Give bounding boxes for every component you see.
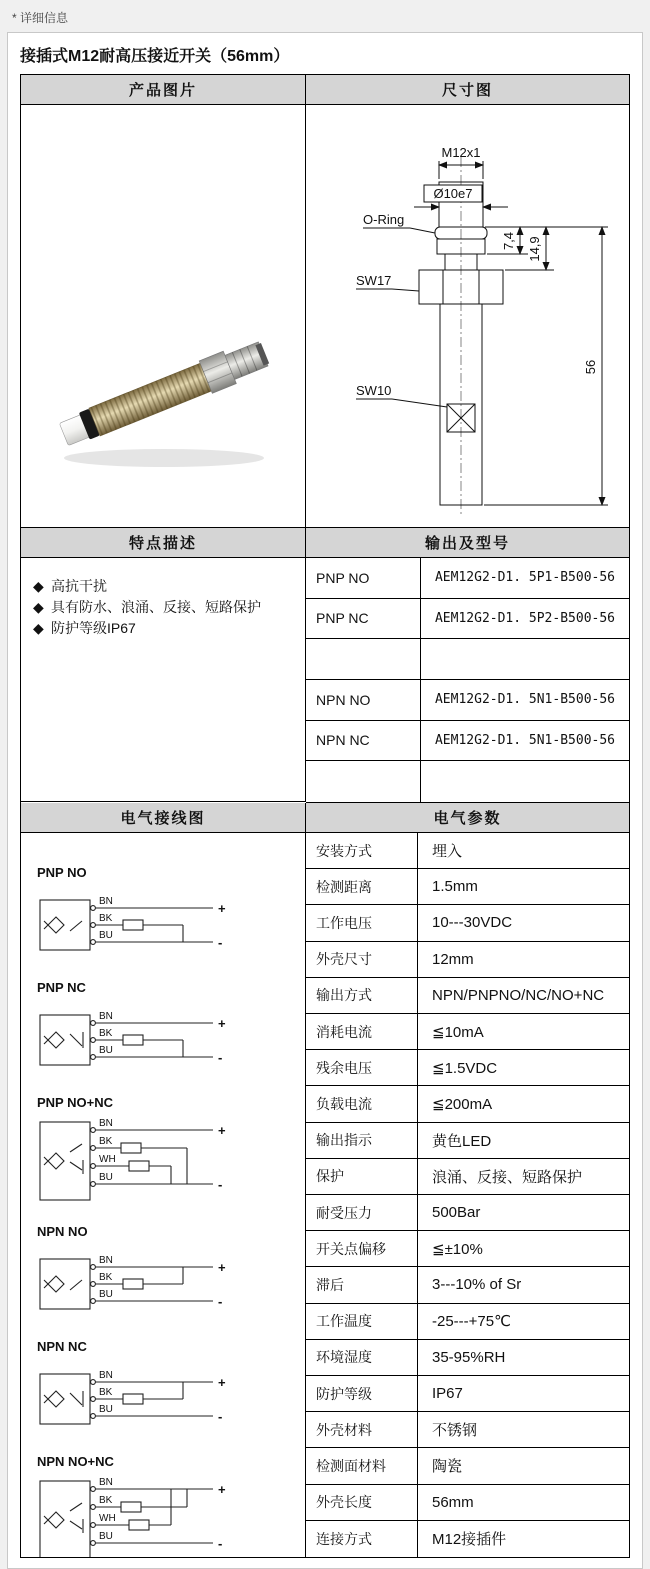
svg-text:+: +	[218, 1260, 226, 1275]
param-value: 12mm	[418, 942, 629, 978]
param-label: 连接方式	[306, 1521, 418, 1557]
dim-label-d10: Ø10e7	[433, 186, 473, 201]
dim-label-56: 56	[583, 359, 598, 375]
param-value: 埋入	[418, 833, 629, 869]
param-value: 黄色LED	[418, 1123, 629, 1159]
svg-text:WH: WH	[99, 1513, 116, 1524]
param-label: 外壳长度	[306, 1485, 418, 1521]
feature-item: ◆ 具有防水、浪涌、反接、短路保护	[33, 597, 297, 618]
section-header-wiring: 电气接线图	[21, 803, 306, 833]
param-value: ≦10mA	[418, 1014, 629, 1050]
wiring-block-npn-nonc	[37, 1454, 305, 1557]
wiring-block-pnp-no	[37, 865, 305, 973]
param-value: 35-95%RH	[418, 1340, 629, 1376]
svg-text:+: +	[218, 1123, 226, 1138]
sensor-shadow	[64, 449, 264, 467]
wiring-diagram-pnp-nonc	[37, 1112, 242, 1212]
section-header-params: 电气参数	[306, 803, 629, 833]
wiring-diagram-npn-nonc	[37, 1471, 242, 1557]
param-label: 防护等级	[306, 1376, 418, 1412]
param-value: 10---30VDC	[418, 905, 629, 941]
svg-text:-: -	[218, 1409, 223, 1424]
svg-text:-: -	[218, 1177, 223, 1192]
params-table	[306, 833, 629, 1557]
dim-label-sw10: SW10	[356, 383, 392, 398]
dimension-drawing-cell	[306, 105, 629, 528]
model-type	[306, 761, 421, 802]
param-value: 陶瓷	[418, 1448, 629, 1484]
svg-text:BK: BK	[99, 1136, 113, 1147]
wiring-label: NPN NC	[37, 1339, 87, 1354]
param-value: 56mm	[418, 1485, 629, 1521]
svg-text:+: +	[218, 1016, 226, 1031]
top-note: * 详细信息	[12, 11, 69, 25]
product-photo-cell	[21, 105, 306, 528]
param-label: 检测距离	[306, 869, 418, 905]
param-label: 环境湿度	[306, 1340, 418, 1376]
wiring-diagrams	[21, 833, 306, 1557]
param-label: 消耗电流	[306, 1014, 418, 1050]
svg-text:BU: BU	[99, 1289, 113, 1300]
svg-text:+: +	[218, 1375, 226, 1390]
svg-text:BK: BK	[99, 1272, 113, 1283]
param-label: 工作温度	[306, 1304, 418, 1340]
section-header-features: 特点描述	[21, 528, 306, 558]
svg-text:-: -	[218, 1050, 223, 1065]
dim-label-149: 14,9	[527, 236, 542, 262]
svg-text:-: -	[218, 935, 223, 950]
bullet-icon: ◆	[33, 620, 44, 636]
model-type: PNP NC	[306, 599, 421, 640]
model-type: NPN NO	[306, 680, 421, 721]
svg-text:BN: BN	[99, 896, 113, 907]
svg-text:BK: BK	[99, 913, 113, 924]
dim-label-oring: O-Ring	[363, 212, 405, 227]
svg-text:BU: BU	[99, 1045, 113, 1056]
wiring-block-pnp-nonc	[37, 1095, 305, 1217]
svg-text:BN: BN	[99, 1477, 113, 1488]
models-table	[306, 558, 629, 803]
dim-label-74: 7,4	[501, 231, 516, 251]
svg-text:BN: BN	[99, 1370, 113, 1381]
model-number: AEM12G2-D1. 5P1-B500-56	[421, 558, 629, 599]
param-value: NPN/PNPNO/NC/NO+NC	[418, 978, 629, 1014]
svg-text:-: -	[218, 1536, 223, 1551]
svg-text:WH: WH	[99, 1154, 116, 1165]
bullet-icon: ◆	[33, 578, 44, 594]
wiring-diagram-npn-no	[37, 1241, 242, 1327]
param-label: 耐受压力	[306, 1195, 418, 1231]
param-label: 开关点偏移	[306, 1231, 418, 1267]
param-label: 外壳材料	[306, 1412, 418, 1448]
param-value: 不锈钢	[418, 1412, 629, 1448]
param-value: IP67	[418, 1376, 629, 1412]
spec-table	[20, 74, 630, 1558]
wiring-label: NPN NO+NC	[37, 1454, 114, 1469]
feature-item: ◆ 高抗干扰	[33, 576, 297, 597]
bullet-icon: ◆	[33, 599, 44, 615]
svg-text:BU: BU	[99, 930, 113, 941]
svg-text:BN: BN	[99, 1255, 113, 1266]
dim-label-m12: M12x1	[441, 145, 481, 160]
param-label: 负载电流	[306, 1086, 418, 1122]
param-value: 3---10% of Sr	[418, 1267, 629, 1303]
content-container	[7, 32, 643, 1569]
svg-text:BK: BK	[99, 1387, 113, 1398]
param-value: ≦1.5VDC	[418, 1050, 629, 1086]
model-number: AEM12G2-D1. 5N1-B500-56	[421, 680, 629, 721]
model-type: NPN NC	[306, 721, 421, 762]
wiring-diagram-pnp-nc	[37, 997, 242, 1083]
feature-item: ◆ 防护等级IP67	[33, 618, 297, 639]
section-header-product-image: 产品图片	[21, 75, 306, 105]
svg-text:BN: BN	[99, 1118, 113, 1129]
param-value: M12接插件	[432, 1531, 507, 1549]
section-header-dimension: 尺寸图	[306, 75, 629, 105]
model-number: AEM12G2-D1. 5P2-B500-56	[421, 599, 629, 640]
svg-text:BU: BU	[99, 1531, 113, 1542]
svg-text:BK: BK	[99, 1495, 113, 1506]
param-label: 输出方式	[306, 978, 418, 1014]
svg-text:BU: BU	[99, 1172, 113, 1183]
svg-text:-: -	[218, 1294, 223, 1309]
param-label: 安装方式	[306, 833, 418, 869]
param-label: 滞后	[306, 1267, 418, 1303]
wiring-diagram-npn-nc	[37, 1356, 242, 1442]
product-photo	[22, 106, 305, 526]
wiring-diagram-pnp-no	[37, 882, 242, 968]
param-label: 输出指示	[306, 1123, 418, 1159]
param-value: ≦200mA	[418, 1086, 629, 1122]
param-label: 检测面材料	[306, 1448, 418, 1484]
param-value: 浪涌、反接、短路保护	[418, 1159, 629, 1195]
model-number	[421, 761, 629, 802]
feature-list	[21, 558, 306, 802]
svg-text:BU: BU	[99, 1404, 113, 1415]
param-value: -25---+75℃	[418, 1304, 629, 1340]
model-number: AEM12G2-D1. 5N1-B500-56	[421, 721, 629, 762]
sensor-body-group	[57, 337, 271, 451]
param-value: 500Bar	[418, 1195, 629, 1231]
param-label: 外壳尺寸	[306, 942, 418, 978]
dimension-drawing	[306, 105, 629, 525]
wiring-label: PNP NC	[37, 980, 86, 995]
section-header-models: 输出及型号	[306, 528, 629, 558]
svg-text:BK: BK	[99, 1028, 113, 1039]
model-type	[306, 639, 421, 680]
wiring-block-npn-no	[37, 1224, 305, 1332]
param-label: 残余电压	[306, 1050, 418, 1086]
param-value: ≦±10%	[418, 1231, 629, 1267]
sensor-thread-texture	[88, 363, 211, 436]
param-label: 工作电压	[306, 905, 418, 941]
svg-text:+: +	[218, 901, 226, 916]
model-number	[421, 639, 629, 680]
model-type: PNP NO	[306, 558, 421, 599]
page-title: 接插式M12耐高压接近开关（56mm）	[20, 48, 290, 65]
param-value: 1.5mm	[418, 869, 629, 905]
wiring-block-pnp-nc	[37, 980, 305, 1088]
svg-text:+: +	[218, 1482, 226, 1497]
param-label: 保护	[306, 1159, 418, 1195]
svg-text:BN: BN	[99, 1011, 113, 1022]
wiring-label: PNP NO+NC	[37, 1095, 113, 1110]
wiring-block-npn-nc	[37, 1339, 305, 1447]
wiring-label: NPN NO	[37, 1224, 88, 1239]
wiring-label: PNP NO	[37, 865, 87, 880]
dim-label-sw17: SW17	[356, 273, 392, 288]
